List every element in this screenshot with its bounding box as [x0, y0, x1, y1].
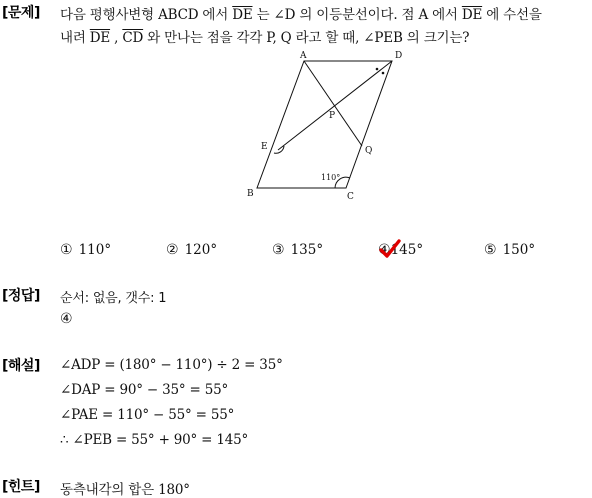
choice-text: 150° — [502, 242, 536, 258]
segment-de: $\overline{DE}$ — [89, 30, 111, 46]
parallelogram-figure — [0, 0, 592, 230]
choice-text: 145° — [390, 242, 424, 258]
check-mark-icon — [379, 239, 401, 259]
answer-choice: ④ — [60, 311, 73, 327]
angle-label-110: 110° — [321, 173, 341, 182]
bisector-de — [278, 61, 392, 150]
vertex-label-a: A — [300, 51, 307, 61]
explanation-line-3: ∠PAE = 110° − 55° = 55° — [60, 407, 235, 423]
vertex-label-b: B — [247, 189, 254, 199]
segment-de: $\overline{DE}$ — [461, 7, 483, 23]
answer-order-count: 순서: 없음, 갯수: 1 — [60, 291, 167, 306]
segment-de: $\overline{DE}$ — [232, 7, 253, 23]
choice-text: 110° — [78, 242, 112, 258]
choice-number: ③ — [272, 242, 285, 258]
bisector-mark-dot — [382, 72, 385, 75]
point-label-e: E — [261, 142, 268, 152]
choice-1[interactable] — [60, 242, 111, 258]
vertex-label-d: D — [395, 51, 403, 61]
parallelogram-abcd — [257, 61, 392, 188]
point-label-p: P — [329, 111, 336, 121]
choice-2[interactable] — [166, 242, 217, 258]
bisector-mark-dot — [376, 68, 379, 71]
vertex-label-c: C — [347, 192, 354, 202]
choice-number: ② — [166, 242, 179, 258]
choice-3[interactable] — [272, 242, 323, 258]
choice-number: ① — [60, 242, 73, 258]
hint-label: [힌트] — [2, 479, 40, 495]
problem-label: [문제] — [2, 5, 40, 21]
choice-text: 135° — [290, 242, 324, 258]
choice-text: 120° — [184, 242, 218, 258]
problem-text-line-1: 다음 평행사변형 ABCD 에서 $\overline{DE}$ 는 ∠D 의 이등분선이다. 점 A 에서 $\overline{DE}$ 에 수선을 — [60, 7, 542, 23]
explanation-line-1: ∠ADP = (180° − 110°) ÷ 2 = 35° — [60, 357, 283, 373]
choice-5[interactable] — [484, 242, 535, 258]
choice-number: ④ — [378, 242, 391, 258]
explanation-line-4: ∴ ∠PEB = 55° + 90° = 145° — [60, 432, 249, 448]
segment-cd: $\overline{CD}$ — [122, 30, 144, 46]
explanation-line-2: ∠DAP = 90° − 35° = 55° — [60, 382, 229, 398]
problem-text-line-2: 내려 $\overline{DE}$ , $\overline{CD}$ 와 만나는 점을 각각 P, Q 라고 할 때, ∠PEB 의 크기는? — [60, 30, 470, 46]
explanation-label: [해설] — [2, 358, 40, 374]
hint-text: 동측내각의 합은 180° — [60, 482, 190, 498]
perpendicular-aq — [304, 61, 362, 146]
choice-number: ⑤ — [484, 242, 497, 258]
answer-label: [정답] — [2, 288, 40, 304]
point-label-q: Q — [365, 146, 373, 156]
